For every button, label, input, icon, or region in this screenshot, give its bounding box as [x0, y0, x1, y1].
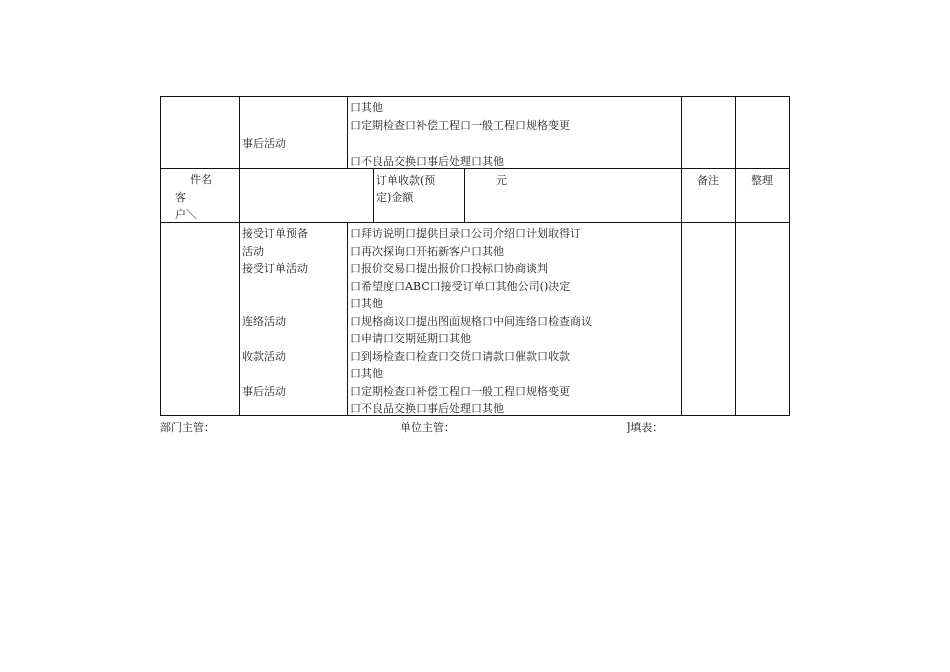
- col-divider-2-top: [347, 96, 348, 168]
- checkbox-option-line: 口再次探询口开拓新客户口其他: [350, 245, 504, 258]
- checkbox-option-line: 口报价交易口提出报价口投标口协商谈判: [350, 262, 548, 275]
- checkbox-option-line: 口其他: [350, 297, 383, 310]
- footer-unit-head: 单位主管：: [400, 421, 455, 434]
- col-divider-3: [681, 96, 682, 416]
- checkbox-option-line: 口定期检查口补偿工程口一般工程口规格变更: [350, 385, 570, 398]
- footer-dept-head: 部门主管：: [160, 421, 215, 434]
- checkbox-option-line: 口其他: [350, 367, 383, 380]
- activity-label: 连络活动: [242, 315, 286, 328]
- col-divider-2-bottom: [347, 222, 348, 416]
- activity-label: 收款活动: [242, 350, 286, 363]
- table-top-border: [160, 96, 790, 97]
- table-right-border: [789, 96, 790, 416]
- activity-label: 事后活动: [242, 385, 286, 398]
- checkbox-option-line: 口不良品交换口事后处理口其他: [350, 155, 504, 168]
- checkbox-option-line: 口希望度口ABC口接受订单口其他公司()决定: [350, 280, 571, 293]
- table-bottom-border: [160, 415, 790, 416]
- header-order-amount-label: 定)金额: [376, 191, 414, 204]
- col-divider-4: [735, 96, 736, 416]
- checkbox-option-line: 口不良品交换口事后处理口其他: [350, 402, 504, 415]
- activity-label: 事后活动: [242, 137, 286, 150]
- footer-filler: ]填表：: [626, 421, 664, 434]
- checkbox-option-line: 口定期检查口补偿工程口一般工程口规格变更: [350, 119, 570, 132]
- col-divider-amount-value: [464, 168, 465, 222]
- checkbox-option-line: 口其他: [350, 101, 383, 114]
- activity-label: 接受订单预备: [242, 227, 308, 240]
- table-left-border: [160, 96, 161, 416]
- col-divider-1: [239, 96, 240, 416]
- header-customer-label: 户＼: [175, 208, 197, 221]
- header-order-amount-label: 订单收款(预: [376, 174, 436, 187]
- checkbox-option-line: 口拜访说明口提供目录口公司介绍口计划取得订: [350, 227, 581, 240]
- activity-label: 活动: [242, 245, 264, 258]
- header-subject-label: 件名: [190, 173, 212, 186]
- checkbox-option-line: 口申请口交期延期口其他: [350, 332, 471, 345]
- activity-label: 接受订单活动: [242, 262, 308, 275]
- header-customer-label: 客: [175, 191, 186, 204]
- header-arrange-label: 整理: [751, 174, 773, 187]
- row-divider-1: [160, 168, 790, 169]
- row-divider-2: [160, 222, 790, 223]
- checkbox-option-line: 口规格商议口提出图面规格口中间连络口检查商议: [350, 315, 592, 328]
- checkbox-option-line: 口到场检查口检查口交货口请款口催款口收款: [350, 350, 570, 363]
- col-divider-amount: [373, 168, 374, 222]
- header-remarks-label: 备注: [697, 174, 719, 187]
- header-currency-unit: 元: [496, 174, 507, 187]
